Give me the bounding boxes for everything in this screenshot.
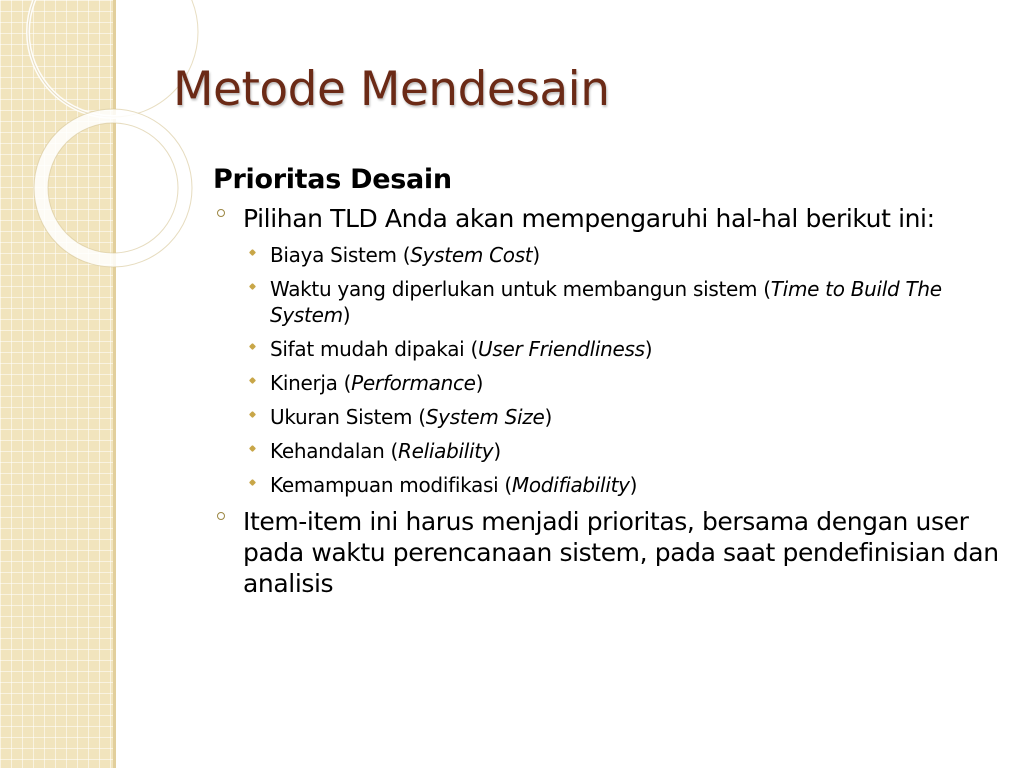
sub-bullet-suffix: ) [544,405,552,429]
sub-bullet-list [243,242,1003,498]
sub-bullet-suffix: ) [475,371,484,395]
sub-bullet-item [243,370,1003,396]
sub-bullet-suffix: ) [644,337,653,361]
diamond-bullet-icon [249,479,256,486]
sub-bullet-text: Biaya Sistem ( [270,243,411,267]
sub-bullet-italic: System Size [425,405,545,429]
sub-bullet-italic: Performance [351,371,476,395]
sub-bullet-item [243,276,1003,328]
bullet-item [213,203,1003,498]
sub-bullet-item [243,472,1003,498]
sub-bullet-text: Ukuran Sistem ( [270,405,426,429]
bullet-text: Pilihan TLD Anda akan mempengaruhi hal-hal berikut ini: [243,204,935,233]
section-heading: Prioritas Desain [213,164,452,195]
bullet-item [213,506,1003,599]
slide-content [213,164,1003,605]
sub-bullet-item [243,404,1003,430]
sub-bullet-italic: Time to Build The System [270,277,942,327]
sub-bullet-suffix: ) [342,303,351,327]
sub-bullet-suffix: ) [493,439,501,463]
diamond-bullet-icon [249,283,256,290]
bullet-text: Item-item ini harus menjadi prioritas, bersama dengan user pada waktu perencanaan sistem, pada saat pendefinisian dan analisis [243,507,999,598]
sub-bullet-italic: Reliability [398,439,494,463]
sub-bullet-text: Kinerja ( [270,371,352,395]
sub-bullet-text: Kemampuan modifikasi ( [270,473,512,497]
diamond-bullet-icon [249,343,256,350]
sub-bullet-item [243,336,1003,362]
diamond-bullet-icon [249,411,256,418]
sub-bullet-suffix: ) [629,473,638,497]
diamond-bullet-icon [249,445,256,452]
sub-bullet-italic: Modifiability [511,473,630,497]
sub-bullet-text: Sifat mudah dipakai ( [270,337,478,361]
sub-bullet-italic: User Friendliness [478,337,645,361]
bullet-list [213,203,1003,599]
ring-bullet-icon [217,512,225,520]
diamond-bullet-icon [249,377,256,384]
ring-bullet-icon [217,209,225,217]
sub-bullet-suffix: ) [532,243,540,267]
sub-bullet-text: Kehandalan ( [270,439,399,463]
slide-title: Metode Mendesain [173,62,610,117]
sub-bullet-item [243,242,1003,268]
decorative-circles [0,0,220,260]
sub-bullet-item [243,438,1003,464]
sub-bullet-italic: System Cost [410,243,533,267]
sub-bullet-text: Waktu yang diperlukan untuk membangun sistem ( [270,277,771,301]
diamond-bullet-icon [249,249,256,256]
